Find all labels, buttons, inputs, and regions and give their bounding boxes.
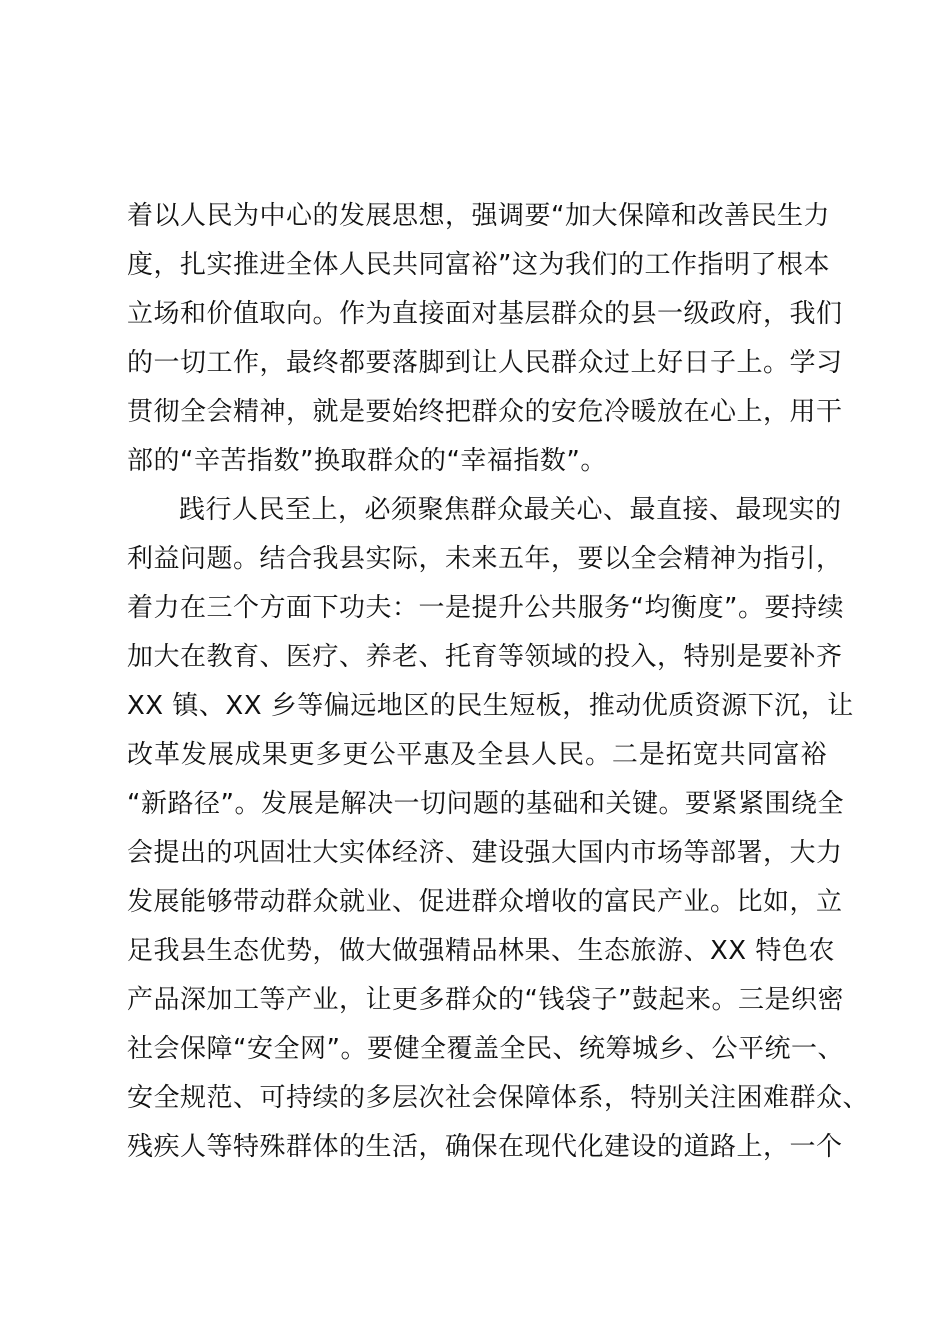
paragraph-line: 践行人民至上，必须聚焦群众最关心、最直接、最现实的 [179,495,842,525]
paragraph-line: 贯彻全会精神，就是要始终把群众的安危冷暖放在心上，用干 [127,397,843,427]
paragraph-line: 立场和价值取向。作为直接面对基层群众的县一级政府，我们 [127,299,843,329]
paragraph-line: 会提出的巩固壮大实体经济、建设强大国内市场等部署，大力 [127,838,843,868]
paragraph-line: “新路径”。发展是解决一切问题的基础和关键。要紧紧围绕全 [127,789,844,819]
paragraph-line: 加大在教育、医疗、养老、托育等领域的投入，特别是要补齐 [127,642,843,672]
paragraph-line: 的一切工作，最终都要落脚到让人民群众过上好日子上。学习 [127,348,843,378]
paragraph-1 [127,192,843,486]
paragraph-2 [127,486,870,1172]
paragraph-line: 残疾人等特殊群体的生活，确保在现代化建设的道路上，一个 [127,1132,843,1162]
paragraph-line: 部的“辛苦指数”换取群众的“幸福指数”。 [127,446,607,476]
paragraph-line: 安全规范、可持续的多层次社会保障体系，特别关注困难群众、 [127,1083,870,1113]
paragraph-line: XX 镇、XX 乡等偏远地区的民生短板，推动优质资源下沉，让 [127,691,854,721]
paragraph-line: 利益问题。结合我县实际，未来五年，要以全会精神为指引， [127,544,843,574]
paragraph-line: 着以人民为中心的发展思想，强调要“加大保障和改善民生力 [127,201,830,231]
paragraph-line: 着力在三个方面下功夫：一是提升公共服务“均衡度”。要持续 [127,593,844,623]
paragraph-line: 改革发展成果更多更公平惠及全县人民。二是拓宽共同富裕 [127,740,827,770]
paragraph-line: 发展能够带动群众就业、促进群众增收的富民产业。比如，立 [127,887,843,917]
paragraph-line: 产品深加工等产业，让更多群众的“钱袋子”鼓起来。三是织密 [127,985,844,1015]
paragraph-line: 社会保障“安全网”。要健全覆盖全民、统筹城乡、公平统一、 [127,1034,844,1064]
document-body [127,192,870,1172]
paragraph-line: 度，扎实推进全体人民共同富裕”这为我们的工作指明了根本 [127,250,830,280]
paragraph-line: 足我县生态优势，做大做强精品林果、生态旅游、XX 特色农 [127,936,835,966]
